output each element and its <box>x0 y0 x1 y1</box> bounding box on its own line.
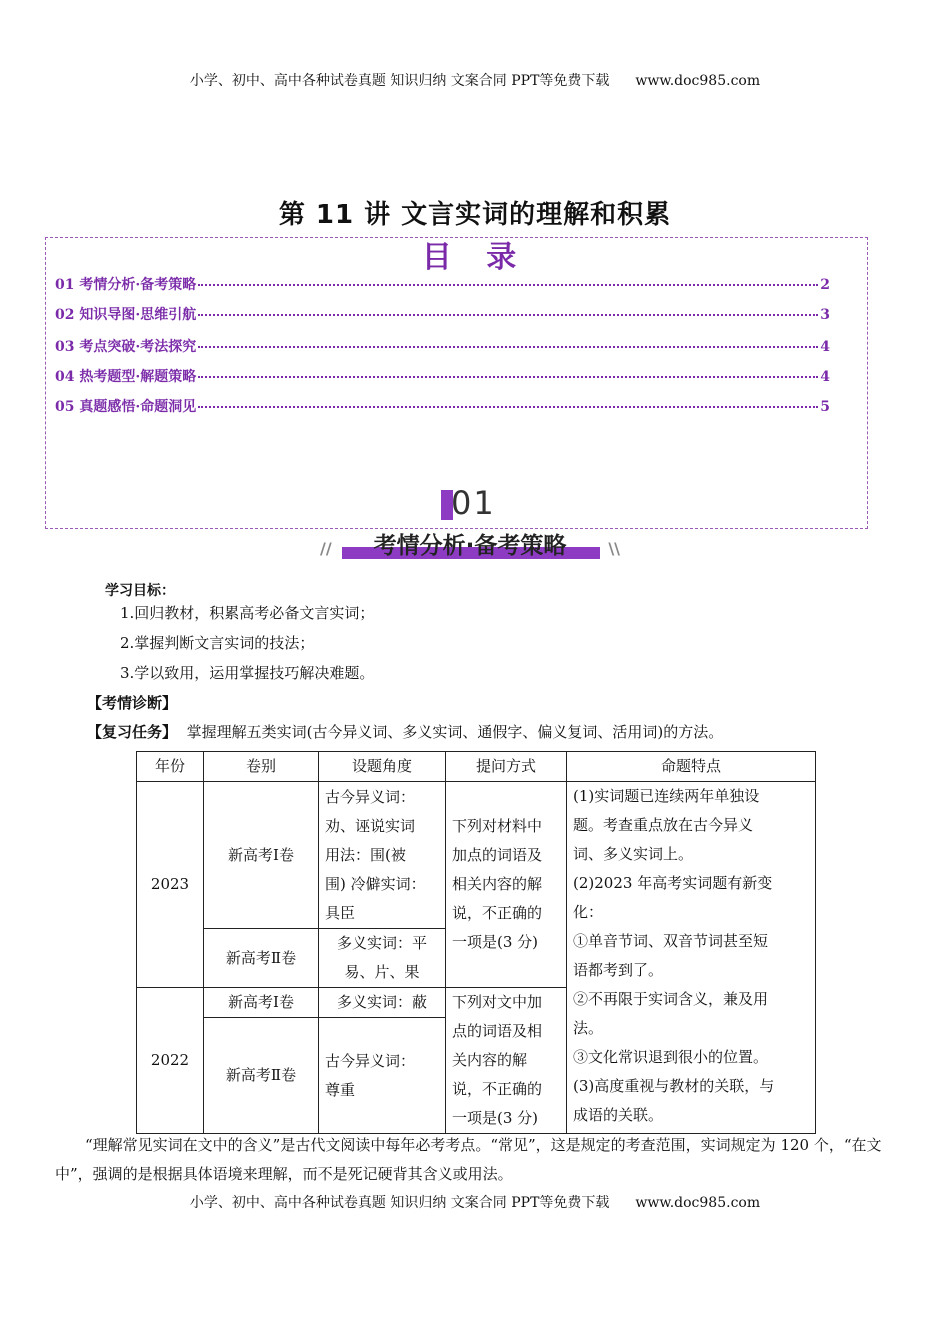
body-paragraph: “理解常见实词在文中的含义”是古代文阅读中每年必考考点。“常见”，这是规定的考查范围，实词规定为 120 个，“在文中”，强调的是根据具体语境来理解，而不是死记硬背其含义或用法。 <box>55 1136 882 1183</box>
table-header: 年份 <box>137 752 204 782</box>
table-cell-year: 2023 <box>137 782 204 988</box>
table-cell-angle: 多义实词：蔽 <box>319 988 446 1018</box>
header-site[interactable]: www.doc985.com <box>635 73 761 89</box>
toc-item-label: 03 考点突破·考法探究 <box>55 339 197 355</box>
toc-dots <box>198 376 818 378</box>
table-header: 卷别 <box>204 752 319 782</box>
toc-item-page: 4 <box>820 369 830 385</box>
toc-item-label: 01 考情分析·备考策略 <box>55 277 197 293</box>
table-cell-paper: 新高考Ⅱ卷 <box>204 929 319 988</box>
toc-item-label: 02 知识导图·思维引航 <box>55 307 197 323</box>
table-cell-question: 下列对材料中 加点的词语及 相关内容的解 说，不正确的 一项是(3 分) <box>446 782 567 988</box>
toc-dots <box>198 406 818 408</box>
table-cell-paper: 新高考Ⅰ卷 <box>204 988 319 1018</box>
section-banner <box>320 527 620 563</box>
toc-item[interactable] <box>55 336 830 356</box>
toc-dots <box>198 346 818 348</box>
page-header <box>0 70 950 90</box>
toc-item-page: 2 <box>820 277 830 293</box>
table-header: 设题角度 <box>319 752 446 782</box>
table-cell-angle: 多义实词：平 易、片、果 <box>319 929 446 988</box>
table-cell-question: 下列对文中加 点的词语及相 关内容的解 说，不正确的 一项是(3 分) <box>446 988 567 1134</box>
table-cell-year: 2022 <box>137 988 204 1134</box>
toc-item[interactable] <box>55 274 830 294</box>
toc-dots <box>198 314 818 316</box>
page-title: 第 11 讲 文言实词的理解和积累 <box>278 200 672 230</box>
review-task <box>87 721 723 742</box>
goal-item: 1.回归教材，积累高考必备文言实词； <box>120 604 375 622</box>
table-row <box>137 782 816 929</box>
toc-item[interactable] <box>55 366 830 386</box>
table-header: 命题特点 <box>567 752 816 782</box>
toc-dots <box>198 284 818 286</box>
table-cell-paper: 新高考Ⅱ卷 <box>204 1018 319 1134</box>
section-number-text: 01 <box>451 484 496 522</box>
goals-heading: 学习目标： <box>105 583 175 599</box>
header-text: 小学、初中、高中各种试卷真题 知识归纳 文案合同 PPT等免费下载 <box>189 73 610 89</box>
exam-table <box>136 751 816 1134</box>
goal-item: 2.掌握判断文言实词的技法； <box>120 634 315 652</box>
toc-item-page: 5 <box>820 399 830 415</box>
table-cell-paper: 新高考Ⅰ卷 <box>204 782 319 929</box>
toc-title: 目 录 <box>421 240 529 275</box>
section-title: 考情分析·备考策略 <box>373 533 567 559</box>
banner-right-mark: \\ <box>608 539 620 558</box>
toc-item[interactable] <box>55 304 830 324</box>
table-cell-angle: 古今异义词： 劝、诬说实词 用法：围(被 围) 冷僻实词： 具臣 <box>319 782 446 929</box>
toc-item-page: 4 <box>820 339 830 355</box>
task-label: 【复习任务】 <box>87 723 178 741</box>
table-cell-features: (1)实词题已连续两年单独设 题。考查重点放在古今异义 词、多义实词上。 (2)2023 年高考实词题有新变 化： ①单音节词、双音节词甚至短 语都考到了。 ②不再限于实词含义，兼及用 法。 ③文化常识退到很小的位置。 (3)高度重视与教材的关联，与 成语的关联。 <box>567 782 816 1134</box>
toc-item-page: 3 <box>820 307 830 323</box>
footer-site[interactable]: www.doc985.com <box>635 1195 761 1211</box>
diagnosis-heading: 【考情诊断】 <box>87 694 178 712</box>
table-header: 提问方式 <box>446 752 567 782</box>
goal-item: 3.学以致用，运用掌握技巧解决难题。 <box>120 664 375 682</box>
banner-left-mark: // <box>320 539 332 558</box>
section-number <box>441 484 501 522</box>
footer-text: 小学、初中、高中各种试卷真题 知识归纳 文案合同 PPT等免费下载 <box>189 1195 610 1211</box>
toc-item-label: 05 真题感悟·命题洞见 <box>55 399 197 415</box>
task-text: 掌握理解五类实词(古今异义词、多义实词、通假字、偏义复词、活用词)的方法。 <box>186 723 724 741</box>
toc-item-label: 04 热考题型·解题策略 <box>55 369 197 385</box>
table-cell-angle: 古今异义词： 尊重 <box>319 1018 446 1134</box>
table-header-row <box>137 752 816 782</box>
page-footer <box>0 1192 950 1212</box>
toc-item[interactable] <box>55 396 830 416</box>
